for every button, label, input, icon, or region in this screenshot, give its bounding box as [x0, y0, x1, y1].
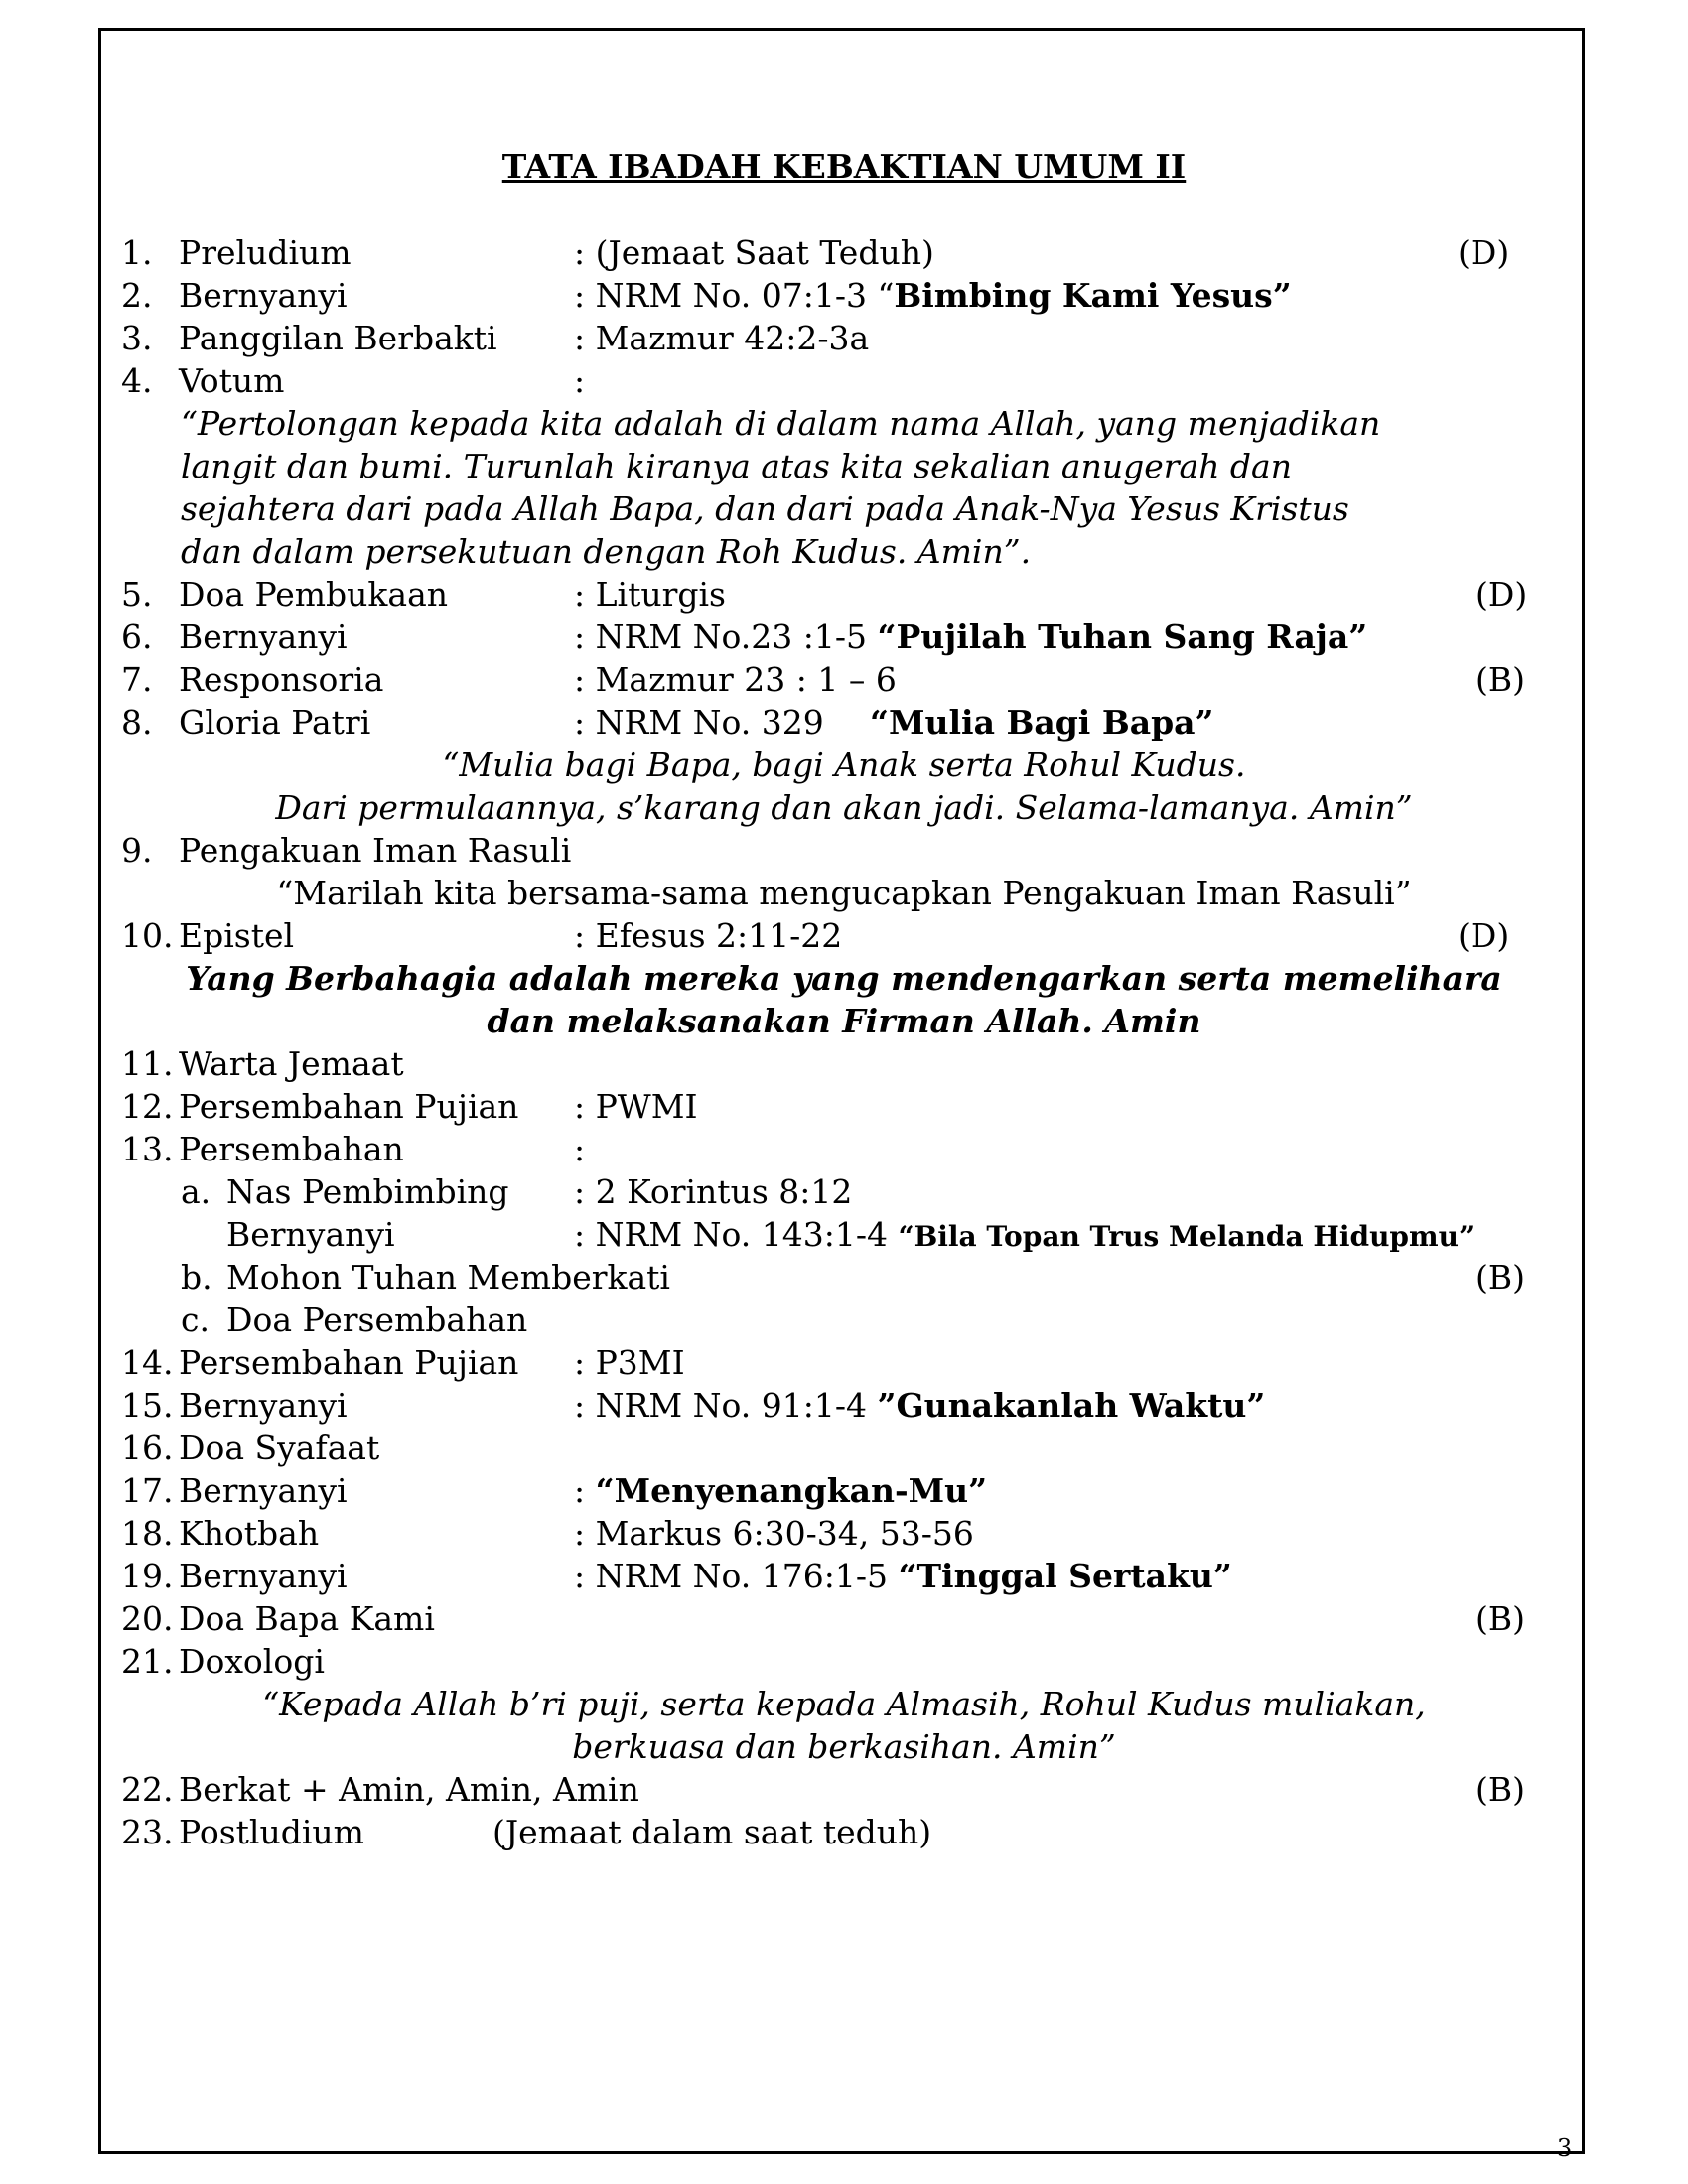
item-label: Khotbah — [179, 1514, 320, 1553]
sub-item-letter: b. — [181, 1258, 212, 1297]
list-item-epistel — [0, 914, 1688, 957]
item-number: 3. — [121, 319, 153, 357]
item-number: 15. — [121, 1386, 174, 1425]
item-number: 18. — [121, 1514, 174, 1553]
item-value: : — [574, 1130, 586, 1168]
item-value: : Liturgis — [574, 575, 726, 614]
epistel-response-line: Yang Berbahagia adalah mereka yang mendengarkan serta memelihara — [186, 959, 1502, 998]
list-item-bernyanyi-3 — [0, 1384, 1688, 1427]
item-mark: (B) — [1476, 1599, 1525, 1638]
sub-item-letter: c. — [181, 1300, 210, 1339]
list-item-votum — [0, 359, 1688, 402]
item-value: : “Menyenangkan-Mu” — [574, 1471, 988, 1510]
item-mark: (B) — [1476, 1258, 1525, 1297]
list-item-preludium — [0, 231, 1688, 274]
list-item-berkat — [0, 1768, 1688, 1811]
item-number: 2. — [121, 276, 153, 315]
item-number: 6. — [121, 617, 153, 656]
list-item-pengakuan — [0, 829, 1688, 872]
list-item-panggilan — [0, 317, 1688, 359]
item-label: Responsoria — [179, 660, 384, 699]
pengakuan-text: “Marilah kita bersama-sama mengucapkan Pengakuan Iman Rasuli” — [276, 874, 1412, 912]
item-value: : P3MI — [574, 1343, 685, 1382]
item-number: 21. — [121, 1642, 174, 1681]
epistel-response-line: dan melaksanakan Firman Allah. Amin — [487, 1002, 1201, 1040]
song-title: “Pujilah Tuhan Sang Raja” — [877, 617, 1368, 656]
list-item-gloria-patri — [0, 701, 1688, 744]
list-item-bernyanyi-4 — [0, 1469, 1688, 1512]
item-label: Berkat + Amin, Amin, Amin — [179, 1770, 639, 1809]
list-item-bernyanyi-2 — [0, 615, 1688, 658]
sub-item-value: : NRM No. 143:1-4 “Bila Topan Trus Melanda Hidupmu” — [574, 1215, 1476, 1254]
item-number: 16. — [121, 1429, 174, 1467]
sub-item-label: Doa Persembahan — [226, 1300, 528, 1339]
item-label: Persembahan Pujian — [179, 1087, 519, 1126]
item-label: Doa Pembukaan — [179, 575, 449, 614]
item-label: Preludium — [179, 233, 352, 272]
item-mark: (D) — [1458, 233, 1510, 272]
votum-text-line: sejahtera dari pada Allah Bapa, dan dari pada Anak-Nya Yesus Kristus — [181, 489, 1349, 528]
sub-item-nas-pembimbing — [0, 1170, 1688, 1213]
item-value: : (Jemaat Saat Teduh) — [574, 233, 934, 272]
item-label: Panggilan Berbakti — [179, 319, 497, 357]
item-number: 20. — [121, 1599, 174, 1638]
song-title: “Bila Topan Trus Melanda Hidupmu” — [898, 1220, 1476, 1253]
sub-item-letter: a. — [181, 1172, 211, 1211]
gloria-text-line: Dari permulaannya, s’karang dan akan jadi. Selama-lamanya. Amin” — [275, 788, 1413, 827]
sub-item-bernyanyi — [0, 1213, 1688, 1256]
votum-text-line: “Pertolongan kepada kita adalah di dalam nama Allah, yang menjadikan — [181, 404, 1381, 443]
item-label: Doxologi — [179, 1642, 325, 1681]
item-number: 23. — [121, 1813, 174, 1851]
song-title: “Mulia Bagi Bapa” — [870, 703, 1214, 742]
item-number: 22. — [121, 1770, 174, 1809]
item-label: Bernyanyi — [179, 1471, 348, 1510]
song-title: “Tinggal Sertaku” — [898, 1557, 1232, 1595]
list-item-khotbah — [0, 1512, 1688, 1555]
item-number: 9. — [121, 831, 153, 870]
item-mark: (B) — [1476, 660, 1525, 699]
item-label: Bernyanyi — [179, 617, 348, 656]
item-label: Bernyanyi — [179, 1386, 348, 1425]
item-label: Gloria Patri — [179, 703, 371, 742]
item-value: : NRM No. 329 — [574, 703, 824, 742]
item-number: 14. — [121, 1343, 174, 1382]
song-title: ”Gunakanlah Waktu” — [877, 1386, 1266, 1425]
song-title: “Menyenangkan-Mu” — [595, 1471, 988, 1510]
doxologi-text-line: berkuasa dan berkasihan. Amin” — [572, 1727, 1116, 1766]
item-label: Votum — [179, 361, 285, 400]
item-number: 7. — [121, 660, 153, 699]
item-label: Persembahan — [179, 1130, 404, 1168]
sub-item-value: : 2 Korintus 8:12 — [574, 1172, 853, 1211]
item-number: 13. — [121, 1130, 174, 1168]
sub-item-mohon-tuhan — [0, 1256, 1688, 1298]
list-item-bernyanyi-5 — [0, 1555, 1688, 1597]
sub-item-label: Bernyanyi — [226, 1215, 395, 1254]
list-item-postludium — [0, 1811, 1688, 1853]
item-value: : NRM No. 91:1-4 ”Gunakanlah Waktu” — [574, 1386, 1266, 1425]
list-item-doa-syafaat — [0, 1427, 1688, 1469]
item-label: Bernyanyi — [179, 1557, 348, 1595]
item-number: 11. — [121, 1044, 174, 1083]
gloria-text-line: “Mulia bagi Bapa, bagi Anak serta Rohul Kudus. — [442, 746, 1246, 784]
list-item-persembahan — [0, 1128, 1688, 1170]
item-value: : PWMI — [574, 1087, 698, 1126]
item-value: : Mazmur 42:2-3a — [574, 319, 870, 357]
votum-text-line: langit dan bumi. Turunlah kiranya atas kita sekalian anugerah dan — [181, 447, 1292, 485]
sub-item-label: Nas Pembimbing — [226, 1172, 509, 1211]
item-number: 17. — [121, 1471, 174, 1510]
list-item-doxologi — [0, 1640, 1688, 1683]
doxologi-text-line: “Kepada Allah b’ri puji, serta kepada Almasih, Rohul Kudus muliakan, — [262, 1685, 1426, 1723]
item-number: 4. — [121, 361, 153, 400]
item-value: : NRM No.23 :1-5 “Pujilah Tuhan Sang Raja” — [574, 617, 1368, 656]
page-title: TATA IBADAH KEBAKTIAN UMUM II — [501, 147, 1187, 186]
list-item-doa-bapa-kami — [0, 1597, 1688, 1640]
item-label: Pengakuan Iman Rasuli — [179, 831, 572, 870]
item-mark: (D) — [1476, 575, 1528, 614]
item-number: 19. — [121, 1557, 174, 1595]
votum-text-line: dan dalam persekutuan dengan Roh Kudus. Amin”. — [181, 532, 1032, 571]
item-value: : NRM No. 176:1-5 “Tinggal Sertaku” — [574, 1557, 1232, 1595]
item-value: : Efesus 2:11-22 — [574, 916, 843, 955]
item-number: 1. — [121, 233, 153, 272]
item-value: : Markus 6:30-34, 53-56 — [574, 1514, 974, 1553]
item-label: Doa Syafaat — [179, 1429, 380, 1467]
list-item-responsoria — [0, 658, 1688, 701]
item-label: Persembahan Pujian — [179, 1343, 519, 1382]
item-value: : Mazmur 23 : 1 – 6 — [574, 660, 897, 699]
item-mark: (B) — [1476, 1770, 1525, 1809]
list-item-doa-pembukaan — [0, 573, 1688, 615]
list-item-bernyanyi-1 — [0, 274, 1688, 317]
item-mark: (D) — [1458, 916, 1510, 955]
item-label: Warta Jemaat — [179, 1044, 404, 1083]
song-title: Bimbing Kami Yesus” — [894, 276, 1292, 315]
item-value: : — [574, 361, 586, 400]
item-value: (Jemaat dalam saat teduh) — [492, 1813, 932, 1851]
item-label: Doa Bapa Kami — [179, 1599, 435, 1638]
item-number: 5. — [121, 575, 153, 614]
list-item-persembahan-pujian-1 — [0, 1085, 1688, 1128]
item-value: : NRM No. 07:1-3 “Bimbing Kami Yesus” — [574, 276, 1292, 315]
item-number: 10. — [121, 916, 174, 955]
sub-item-doa-persembahan — [0, 1298, 1688, 1341]
item-label: Bernyanyi — [179, 276, 348, 315]
sub-item-label: Mohon Tuhan Memberkati — [226, 1258, 670, 1297]
item-label: Epistel — [179, 916, 295, 955]
list-item-persembahan-pujian-2 — [0, 1341, 1688, 1384]
item-label: Postludium — [179, 1813, 364, 1851]
item-number: 8. — [121, 703, 153, 742]
item-number: 12. — [121, 1087, 174, 1126]
page-number: 3 — [1557, 2134, 1573, 2162]
list-item-warta — [0, 1042, 1688, 1085]
